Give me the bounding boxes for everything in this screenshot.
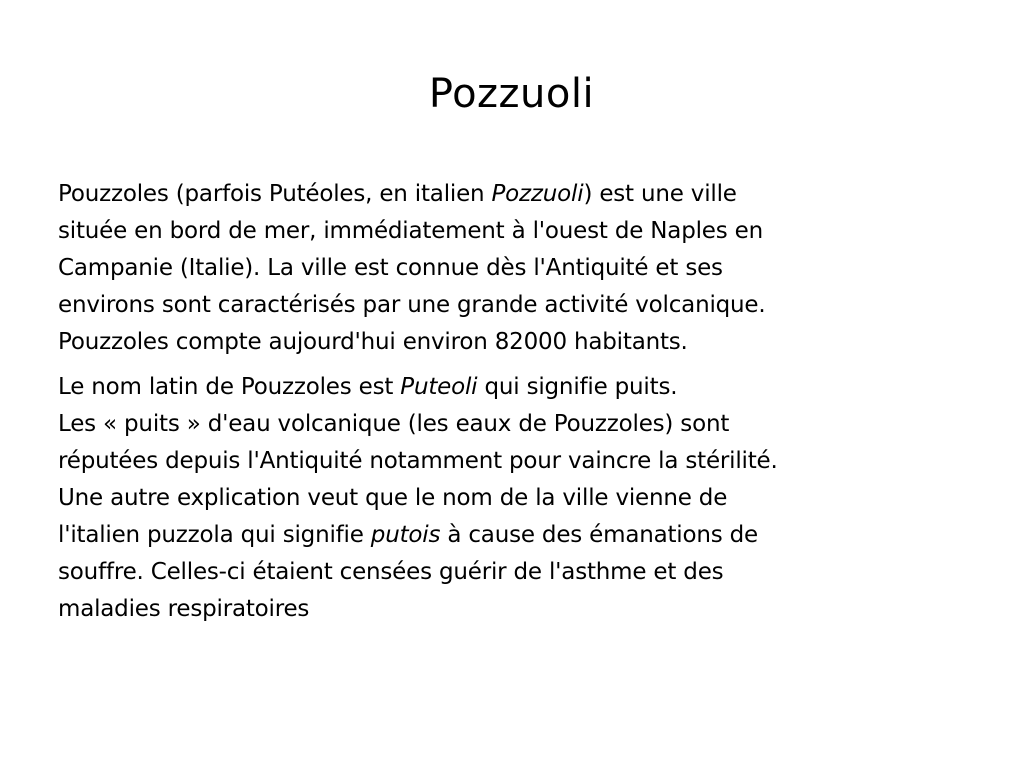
text-line: Pouzzoles compte aujourd'hui environ 82000 habitants.	[58, 329, 688, 355]
paragraph-intro	[58, 176, 998, 361]
text-line: située en bord de mer, immédiatement à l'ouest de Naples en	[58, 218, 763, 244]
slide-title: Pozzuoli	[428, 71, 595, 117]
italic-term: Puteoli	[400, 374, 478, 400]
italic-term: putois	[370, 522, 441, 548]
paragraph-etymology	[58, 369, 998, 628]
text-run: Pouzzoles (parfois Putéoles, en italien	[58, 181, 492, 207]
text-line	[58, 369, 998, 406]
text-line: maladies respiratoires	[58, 596, 310, 622]
text-run: qui signifie puits.	[477, 374, 678, 400]
text-line	[58, 176, 998, 213]
text-line: Une autre explication veut que le nom de la ville vienne de	[58, 485, 728, 511]
text-line: Campanie (Italie). La ville est connue dès l'Antiquité et ses	[58, 255, 723, 281]
text-run: l'italien puzzola qui signifie	[58, 522, 371, 548]
text-run: à cause des émanations de	[440, 522, 758, 548]
italic-term: Pozzuoli	[491, 181, 584, 207]
text-line	[58, 517, 998, 554]
slide-body	[58, 176, 998, 628]
text-run: ) est une ville	[583, 181, 737, 207]
text-line: environs sont caractérisés par une grande activité volcanique.	[58, 292, 766, 318]
text-run: Le nom latin de Pouzzoles est	[58, 374, 401, 400]
text-line: Les « puits » d'eau volcanique (les eaux de Pouzzoles) sont	[58, 411, 730, 437]
text-line: souffre. Celles-ci étaient censées guérir de l'asthme et des	[58, 559, 724, 585]
text-line: réputées depuis l'Antiquité notamment pour vaincre la stérilité.	[58, 448, 778, 474]
